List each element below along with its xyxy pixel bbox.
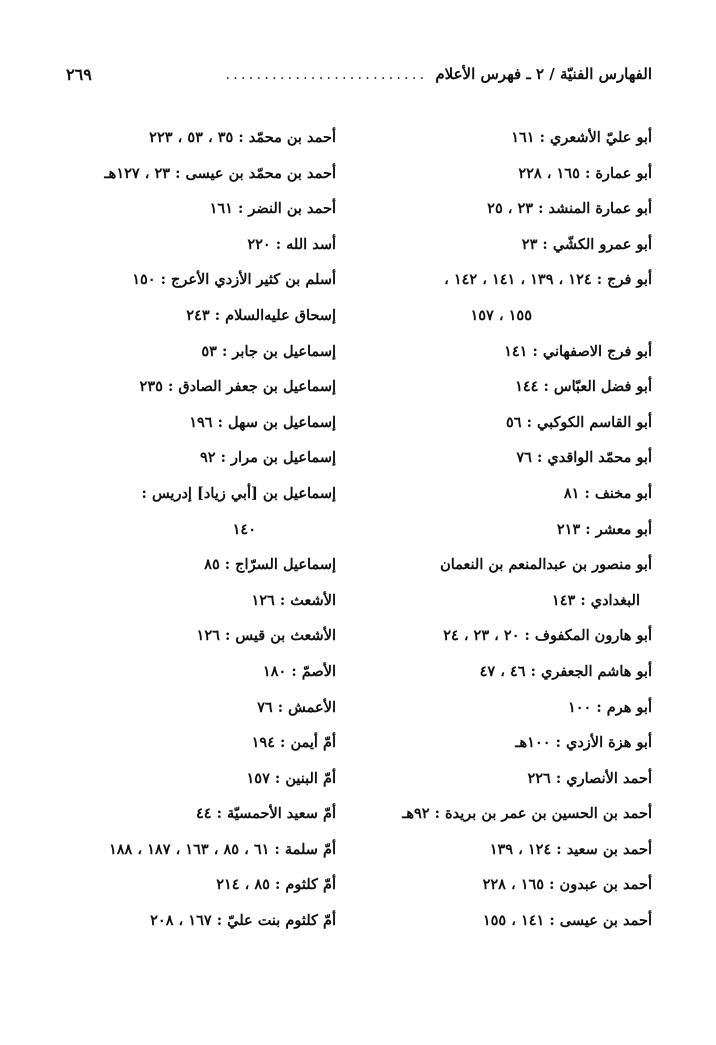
index-entry: أمّ سلمة : ٦١ ، ٨٥ ، ١٦٣ ، ١٨٧ ، ١٨٨: [108, 840, 336, 858]
index-entry: أمّ أيمن : ١٩٤: [251, 734, 336, 752]
index-entry: إسماعيل بن مرار : ٩٢: [200, 449, 336, 467]
index-entry: إسماعيل السرّاج : ٨٥: [204, 556, 336, 574]
index-entry: أحمد بن محمّد : ٣٥ ، ٥٣ ، ٢٢٣: [149, 129, 336, 146]
index-entry: الأعمش : ٧٦: [257, 698, 336, 716]
index-entry: أحمد الأنصاري : ٢٢٦: [527, 769, 652, 787]
page-number: ٢٦٩: [66, 64, 92, 84]
index-entry: أحمد بن عيسى : ١٤١ ، ١٥٥: [482, 912, 652, 930]
index-entry: الأشعث : ١٢٦: [251, 591, 336, 609]
index-entry: إسماعيل بن جابر : ٥٣: [201, 342, 336, 360]
entry-continuation: ١٤٠: [232, 520, 256, 538]
index-entry: أسلم بن كثير الأزدي الأعرج : ١٥٠: [132, 271, 336, 289]
header-leader-dots: ..........................: [225, 66, 428, 82]
index-entry: أبو عمارة : ١٦٥ ، ٢٢٨: [518, 164, 652, 182]
index-entry: أحمد بن سعيد : ١٢٤ ، ١٣٩: [489, 840, 652, 858]
index-entry: أحمد بن عبدون : ١٦٥ ، ٢٢٨: [482, 876, 652, 894]
index-entry: أمّ البنين : ١٥٧: [246, 769, 336, 787]
index-column-right: [362, 120, 652, 939]
index-entry: أمّ سعيد الأحمسيّة : ٤٤: [196, 805, 336, 823]
entry-line: أبو منصور بن عبدالمنعم بن النعمان: [440, 556, 652, 574]
index-entry: الأصمّ : ١٨٠: [262, 662, 336, 680]
index-entry: أحمد بن الحسين بن عمر بن بريدة : ٩٢هـ: [402, 805, 652, 823]
index-entry: أبو مخنف : ٨١: [563, 484, 652, 502]
index-entry: إسحاق عليه‌السلام : ٢٤٣: [186, 306, 336, 324]
entry-line: أبو فرج : ١٢٤ ، ١٣٩ ، ١٤١ ، ١٤٢ ،: [444, 271, 652, 289]
header-title: الفهارس الفنيّة / ٢ ـ فهرس الأعلام: [435, 65, 652, 83]
index-entry-multiline: [36, 476, 336, 547]
index-entry: أبو هاشم الجعفري : ٤٦ ، ٤٧: [479, 662, 652, 680]
index-entry-multiline: [362, 547, 652, 618]
index-entry-multiline: [362, 262, 652, 333]
index-entry: إسماعيل بن سهل : ١٩٦: [189, 413, 336, 431]
index-entry: أبو محمّد الواقدي : ٧٦: [516, 449, 652, 467]
index-column-left: [36, 120, 336, 939]
entry-line: إسماعيل بن [أبي زياد] إدريس :: [141, 484, 336, 502]
index-entry: إسماعيل بن جعفر الصادق : ٢٣٥: [139, 378, 336, 396]
index-entry: أحمد بن النضر : ١٦١: [209, 200, 336, 218]
index-entry: أبو القاسم الكوكبي : ٥٦: [506, 413, 652, 431]
index-entry: أبو معشر : ٢١٣: [556, 520, 652, 538]
index-entry: أبو فرج الاصفهاني : ١٤١: [504, 342, 652, 360]
index-entry: أبو هرم : ١٠٠: [567, 698, 652, 716]
index-entry: الأشعث بن قيس : ١٢٦: [196, 627, 336, 645]
index-entry: أمّ كلثوم بنت عليّ : ١٦٧ ، ٢٠٨: [150, 912, 336, 930]
index-entry: أبو عمرو الكشّي : ٢٣: [521, 235, 652, 253]
index-entry: أبو عليّ الأشعري : ١٦١: [511, 129, 652, 146]
index-entry: أبو هزة الأزدي : ١٠٠هـ: [515, 734, 652, 752]
entry-continuation: ١٥٥ ، ١٥٧: [470, 306, 532, 324]
index-entry: أحمد بن محمّد بن عيسى : ٢٣ ، ١٢٧هـ: [104, 164, 336, 182]
index-entry: أبو فضل العبّاس : ١٤٤: [515, 378, 652, 396]
entry-continuation: البغدادي : ١٤٣: [551, 591, 640, 609]
index-entry: أسد الله : ٢٢٠: [247, 235, 336, 253]
running-header: [66, 62, 652, 86]
index-entry: أبو هارون المكفوف : ٢٠ ، ٢٣ ، ٢٤: [443, 627, 652, 645]
index-entry: أبو عمارة المنشد : ٢٣ ، ٢٥: [487, 200, 652, 218]
index-entry: أمّ كلثوم : ٨٥ ، ٢١٤: [216, 876, 336, 894]
